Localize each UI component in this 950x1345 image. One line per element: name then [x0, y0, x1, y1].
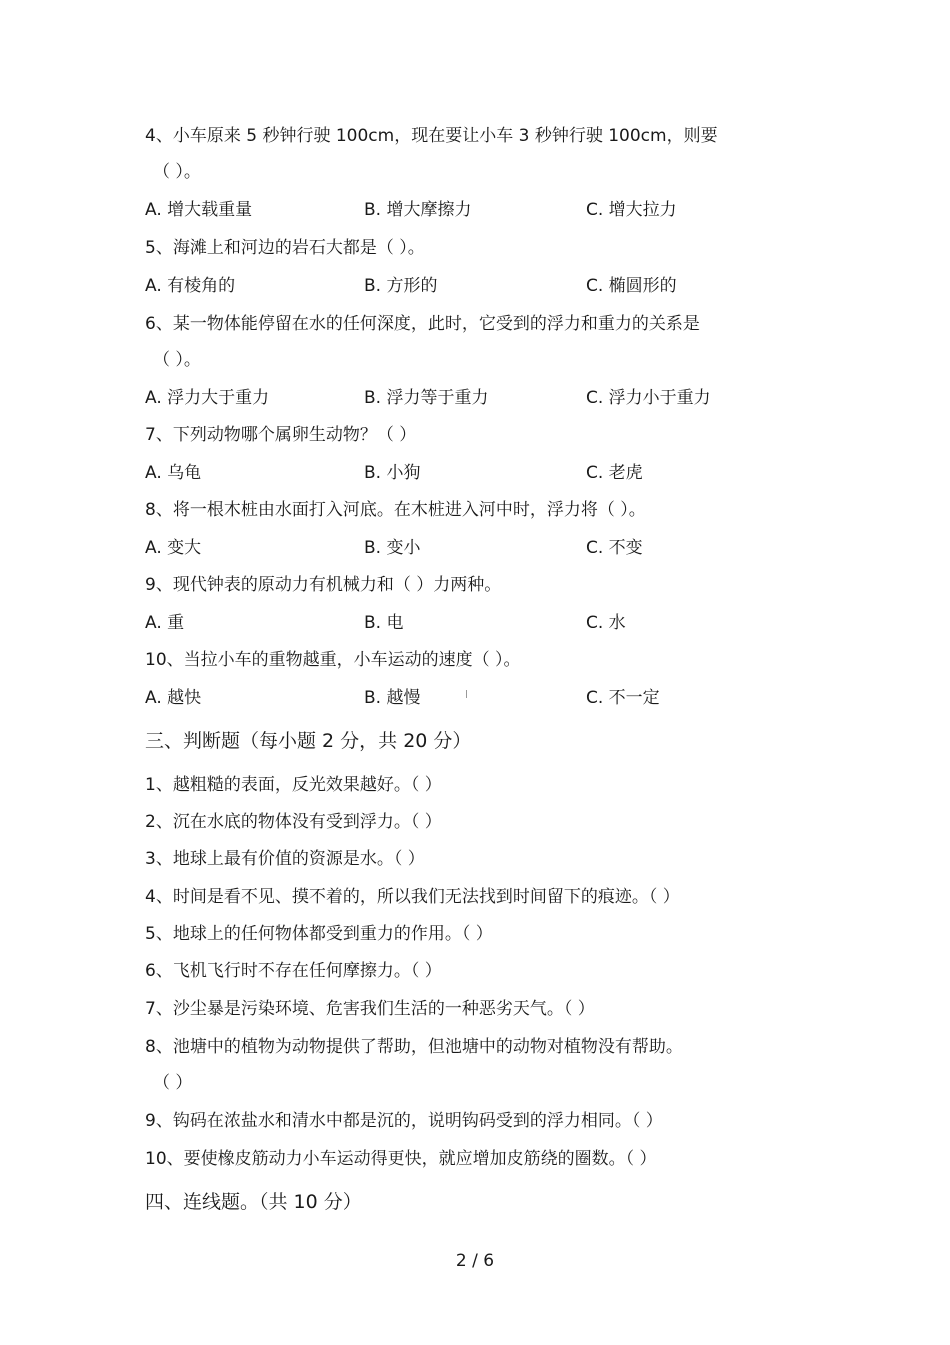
judge-item-9: 9、钩码在浓盐水和清水中都是沉的，说明钩码受到的浮力相同。（ ）: [145, 1111, 663, 1131]
q9-option-a: A. 重: [145, 613, 185, 633]
judge-item-7: 7、沙尘暴是污染环境、危害我们生活的一种恶劣天气。（ ）: [145, 999, 595, 1019]
question-4: 4、小车原来 5 秒钟行驶 100cm，现在要让小车 3 秒钟行驶 100cm，则要: [145, 126, 718, 146]
q5-option-a: A. 有棱角的: [145, 276, 236, 296]
question-6-blank: （ ）。: [153, 350, 201, 370]
question-9: 9、现代钟表的原动力有机械力和（ ）力两种。: [145, 575, 502, 595]
q5-option-c: C. 椭圆形的: [586, 276, 677, 296]
q6-option-b: B. 浮力等于重力: [364, 388, 489, 408]
stray-mark: [466, 690, 469, 698]
page-number: 2 / 6: [455, 1251, 495, 1271]
q4-option-b: B. 增大摩擦力: [364, 200, 472, 220]
q8-option-a: A. 变大: [145, 538, 202, 558]
q8-option-b: B. 变小: [364, 538, 421, 558]
question-5: 5、海滩上和河边的岩石大都是（ ）。: [145, 238, 425, 258]
question-7: 7、下列动物哪个属卵生动物？（ ）: [145, 425, 417, 445]
q7-option-c: C. 老虎: [586, 463, 643, 483]
judge-item-2: 2、沉在水底的物体没有受到浮力。（ ）: [145, 812, 442, 832]
q6-option-c: C. 浮力小于重力: [586, 388, 711, 408]
question-10: 10、当拉小车的重物越重，小车运动的速度（ ）。: [145, 650, 521, 670]
judge-item-8-blank: （ ）: [153, 1073, 193, 1093]
question-8: 8、将一根木桩由水面打入河底。在木桩进入河中时，浮力将（ ）。: [145, 500, 646, 520]
q7-option-a: A. 乌龟: [145, 463, 202, 483]
q4-option-c: C. 增大拉力: [586, 200, 677, 220]
q9-option-b: B. 电: [364, 613, 404, 633]
judge-item-10: 10、要使橡皮筋动力小车运动得更快，就应增加皮筋绕的圈数。（ ）: [145, 1149, 657, 1169]
question-4-blank: （ ）。: [153, 162, 201, 182]
judge-item-4: 4、时间是看不见、摸不着的，所以我们无法找到时间留下的痕迹。（ ）: [145, 887, 680, 907]
q4-option-a: A. 增大载重量: [145, 200, 253, 220]
q9-option-c: C. 水: [586, 613, 626, 633]
judge-item-3: 3、地球上最有价值的资源是水。（ ）: [145, 849, 425, 869]
section-3-title: 三、判断题（每小题 2 分，共 20 分）: [145, 730, 472, 752]
judge-item-6: 6、飞机飞行时不存在任何摩擦力。（ ）: [145, 961, 442, 981]
q5-option-b: B. 方形的: [364, 276, 438, 296]
judge-item-1: 1、越粗糙的表面，反光效果越好。（ ）: [145, 775, 442, 795]
judge-item-8: 8、池塘中的植物为动物提供了帮助，但池塘中的动物对植物没有帮助。: [145, 1037, 683, 1057]
section-4-title: 四、连线题。（共 10 分）: [145, 1191, 362, 1213]
q10-option-c: C. 不一定: [586, 688, 660, 708]
q8-option-c: C. 不变: [586, 538, 643, 558]
q6-option-a: A. 浮力大于重力: [145, 388, 270, 408]
q10-option-b: B. 越慢: [364, 688, 421, 708]
judge-item-5: 5、地球上的任何物体都受到重力的作用。（ ）: [145, 924, 493, 944]
q10-option-a: A. 越快: [145, 688, 202, 708]
question-6: 6、某一物体能停留在水的任何深度，此时，它受到的浮力和重力的关系是: [145, 314, 700, 334]
q7-option-b: B. 小狗: [364, 463, 421, 483]
